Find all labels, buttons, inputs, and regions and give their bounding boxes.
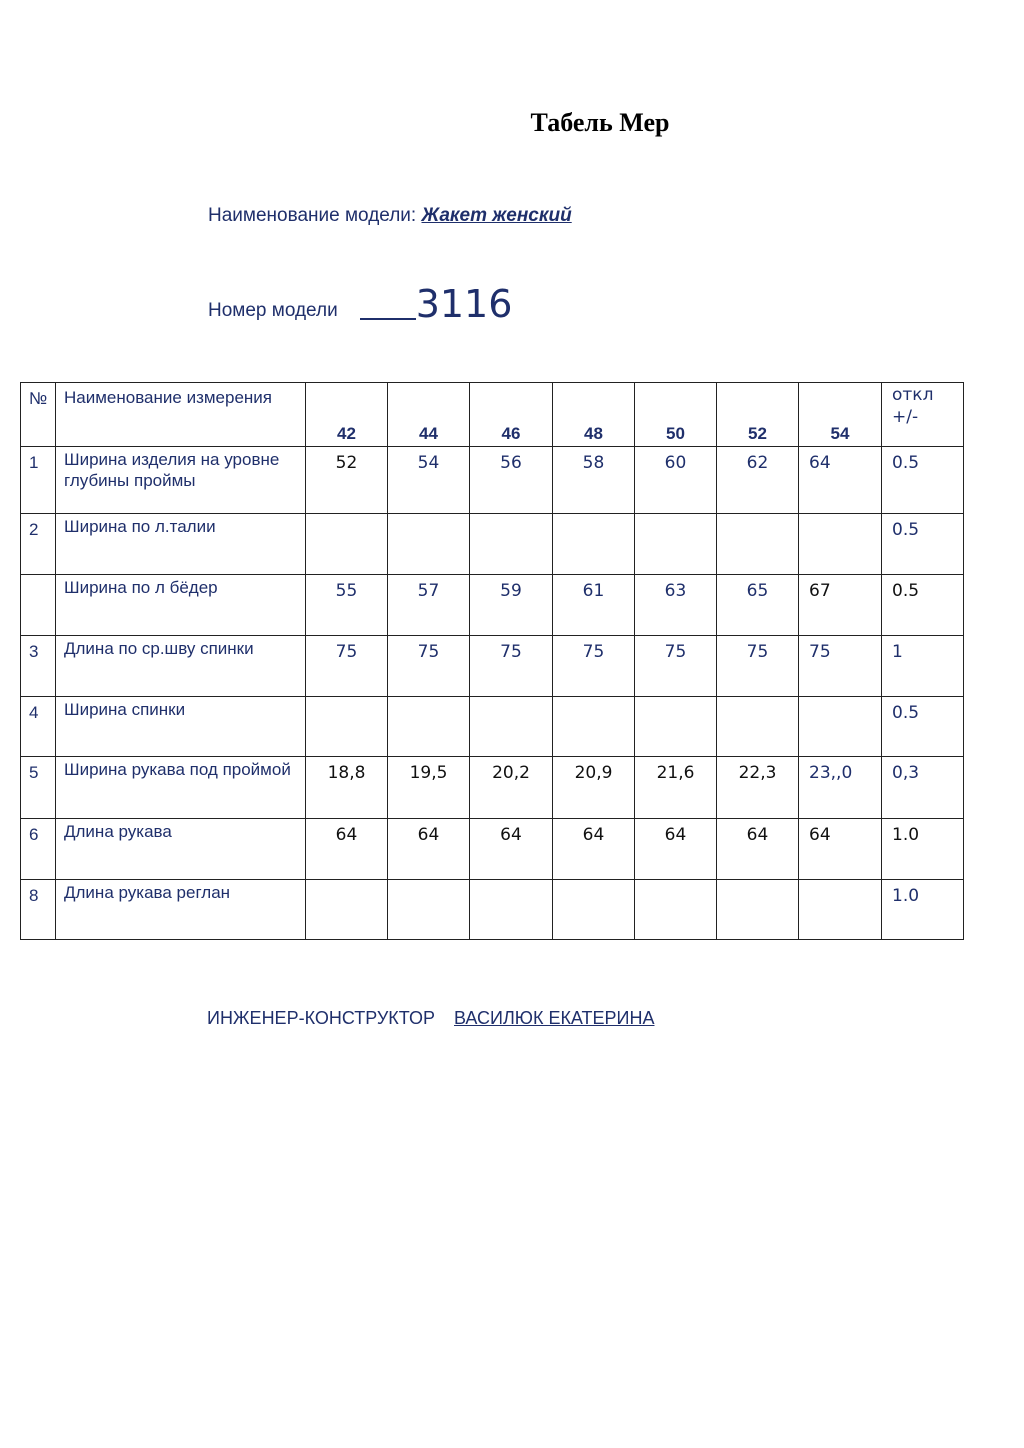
row-no: 6 [21,819,56,880]
page-title: Табель Мер [530,108,670,137]
row-value: 75 [635,636,717,697]
row-tolerance: 1 [882,636,964,697]
table-row [21,514,964,575]
row-value: 65 [717,575,799,636]
row-name: Длина рукава [56,819,306,880]
engineer-name: ВАСИЛЮК ЕКАТЕРИНА [454,1008,655,1028]
row-value [306,514,388,575]
row-value: 20,2 [470,757,553,819]
row-value: 54 [388,447,470,514]
row-value: 75 [717,636,799,697]
table-header-row [21,383,964,447]
model-name-line [208,205,572,227]
row-value [553,514,635,575]
row-value: 64 [717,819,799,880]
model-name-label: Наименование модели: [208,205,417,226]
row-value: 23,,0 [799,757,882,819]
row-value [799,697,882,757]
model-number-line [208,282,512,326]
row-value [635,880,717,940]
row-tolerance: 0.5 [882,447,964,514]
row-value: 64 [799,819,882,880]
row-no: 3 [21,636,56,697]
row-no: 4 [21,697,56,757]
row-value: 63 [635,575,717,636]
row-value: 20,9 [553,757,635,819]
row-tolerance: 0.5 [882,575,964,636]
row-value [717,880,799,940]
row-value: 55 [306,575,388,636]
row-value [635,697,717,757]
table-row [21,636,964,697]
table-row [21,575,964,636]
row-value [388,514,470,575]
row-value: 52 [306,447,388,514]
header-name: Наименование измерения [56,383,306,447]
row-value: 75 [388,636,470,697]
header-size: 42 [306,383,388,447]
table-row [21,447,964,514]
row-value: 62 [717,447,799,514]
header-size: 44 [388,383,470,447]
header-size: 52 [717,383,799,447]
row-value: 64 [553,819,635,880]
row-value: 64 [635,819,717,880]
header-no: № [21,383,56,447]
engineer-signature-line [207,1008,654,1029]
row-value [470,880,553,940]
row-value: 64 [799,447,882,514]
table-row [21,819,964,880]
row-tolerance: 0.5 [882,514,964,575]
row-value [388,880,470,940]
row-name: Ширина спинки [56,697,306,757]
row-value [717,697,799,757]
row-value: 21,6 [635,757,717,819]
row-name: Длина по ср.шву спинки [56,636,306,697]
row-tolerance: 1.0 [882,819,964,880]
model-name-value: Жакет женский [421,205,572,226]
row-value [553,880,635,940]
row-value: 19,5 [388,757,470,819]
row-no: 1 [21,447,56,514]
header-tolerance-line1: откл [892,385,934,405]
row-value: 64 [388,819,470,880]
measurements-table [20,382,964,940]
engineer-label: ИНЖЕНЕР-КОНСТРУКТОР [207,1008,435,1028]
model-number-value: 3116 [415,282,513,326]
row-value [388,697,470,757]
header-size: 46 [470,383,553,447]
row-no: 5 [21,757,56,819]
row-value: 56 [470,447,553,514]
header-size: 48 [553,383,635,447]
table-row [21,757,964,819]
row-value: 75 [306,636,388,697]
row-name: Ширина изделия на уровне глубины проймы [56,447,306,514]
row-value [306,697,388,757]
row-value [635,514,717,575]
table-row [21,697,964,757]
row-value: 61 [553,575,635,636]
row-value: 60 [635,447,717,514]
table-row [21,880,964,940]
row-value [553,697,635,757]
model-number-blank-line [360,318,416,320]
row-value: 22,3 [717,757,799,819]
row-name: Ширина по л бёдер [56,575,306,636]
row-no: 2 [21,514,56,575]
row-value: 75 [799,636,882,697]
row-value: 59 [470,575,553,636]
header-tolerance-line2: +/- [892,407,919,427]
model-number-label: Номер модели [208,300,338,321]
row-no [21,575,56,636]
row-no: 8 [21,880,56,940]
row-value: 58 [553,447,635,514]
row-value: 75 [553,636,635,697]
row-value: 64 [306,819,388,880]
row-value [470,514,553,575]
row-value: 67 [799,575,882,636]
header-size: 50 [635,383,717,447]
row-tolerance: 0.5 [882,697,964,757]
row-name: Ширина по л.талии [56,514,306,575]
row-value: 64 [470,819,553,880]
header-size: 54 [799,383,882,447]
row-value [470,697,553,757]
row-tolerance: 1.0 [882,880,964,940]
row-value [799,880,882,940]
row-value [306,880,388,940]
row-name: Длина рукава реглан [56,880,306,940]
row-value: 75 [470,636,553,697]
row-name: Ширина рукава под проймой [56,757,306,819]
row-value: 18,8 [306,757,388,819]
row-value: 57 [388,575,470,636]
row-tolerance: 0,3 [882,757,964,819]
header-tolerance [882,383,964,447]
row-value [717,514,799,575]
row-value [799,514,882,575]
